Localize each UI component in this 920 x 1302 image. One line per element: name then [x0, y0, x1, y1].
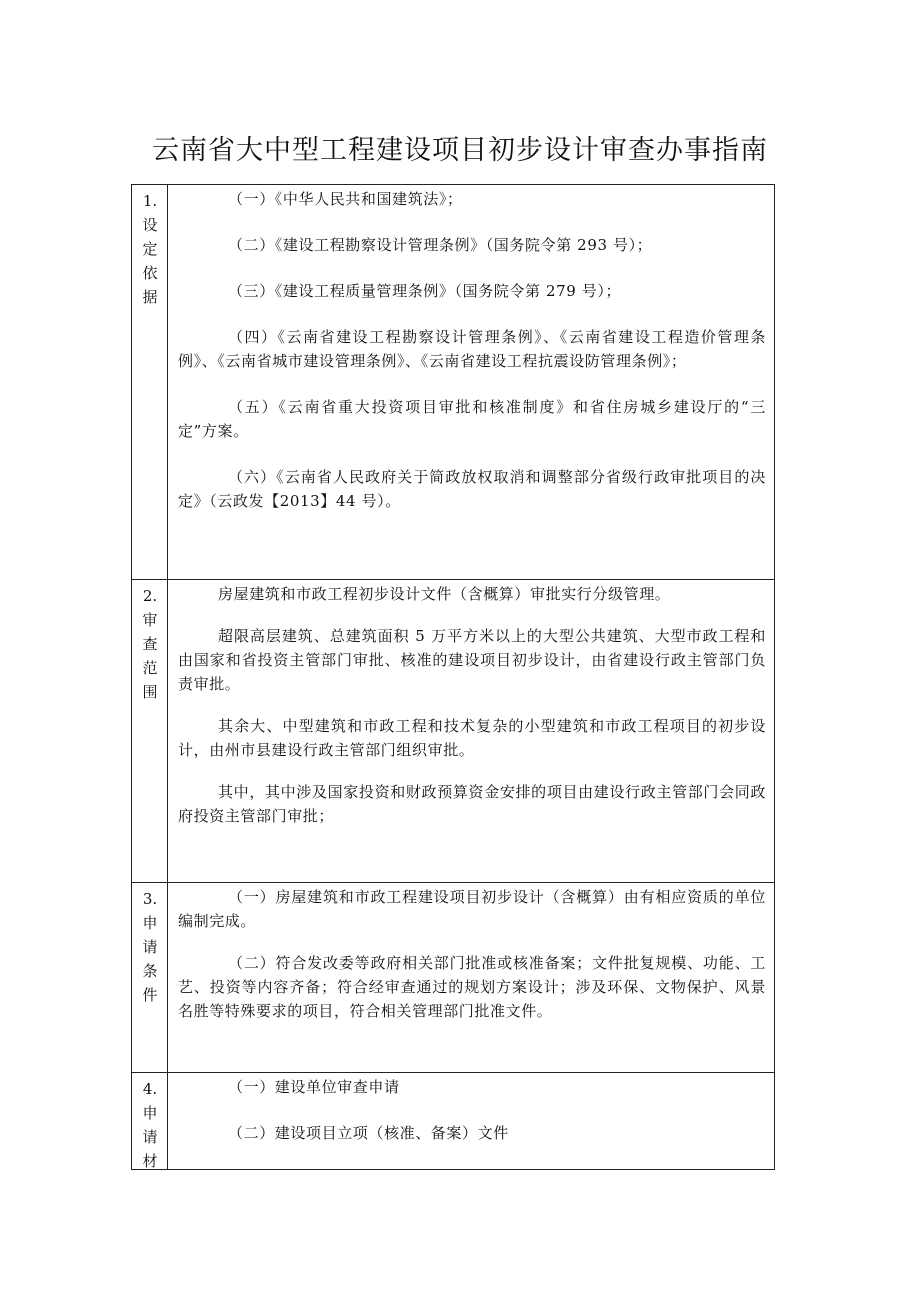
paragraph: （五）《云南省重大投资项目审批和核准制度》和省住房城乡建设厅的“三定”方案。: [178, 398, 766, 440]
row-review-scope: [132, 580, 774, 883]
paragraph: （二）《建设工程勘察设计管理条例》（国务院令第 293 号）；: [228, 236, 653, 254]
paragraph: 房屋建筑和市政工程初步设计文件（含概算）审批实行分级管理。: [218, 585, 671, 603]
paragraph: （四）《云南省建设工程勘察设计管理条例》、《云南省建设工程造价管理条例》、《云南省城市建设管理条例》、《云南省建设工程抗震设防管理条例》；: [178, 328, 766, 370]
paragraph: （三）《建设工程质量管理条例》（国务院令第 279 号）；: [228, 282, 622, 300]
row-content: [168, 1073, 774, 1169]
row-application-conditions: [132, 883, 774, 1073]
row-label: 2.审查范围: [142, 587, 158, 701]
paragraph: （二）符合发改委等政府相关部门批准或核准备案；文件批复规模、功能、工艺、投资等内容齐备；符合经审查通过的规划方案设计；涉及环保、文物保护、风景名胜等特殊要求的项目，符合相关管理部门批准文件。: [178, 954, 766, 1020]
row-application-materials: [132, 1073, 774, 1169]
row-label-cell: [132, 1073, 168, 1169]
paragraph: 其余大、中型建筑和市政工程和技术复杂的小型建筑和市政工程项目的初步设计，由州市县建设行政主管部门组织审批。: [178, 717, 766, 759]
row-label: 4.申请材: [142, 1080, 158, 1170]
row-content: [168, 580, 774, 882]
row-label: 3.申请条件: [142, 890, 158, 1004]
row-label-cell: [132, 580, 168, 882]
row-legal-basis: [132, 185, 774, 580]
paragraph: （六）《云南省人民政府关于简政放权取消和调整部分省级行政审批项目的决定》（云政发【2013】44 号）。: [178, 468, 766, 510]
row-label: 1.设定依据: [142, 192, 158, 306]
paragraph: （二）建设项目立项（核准、备案）文件: [228, 1124, 509, 1142]
paragraph: （一）《中华人民共和国建筑法》；: [228, 190, 463, 208]
row-label-cell: [132, 883, 168, 1072]
paragraph: 超限高层建筑、总建筑面积 5 万平方米以上的大型公共建筑、大型市政工程和由国家和省投资主管部门审批、核准的建设项目初步设计，由省建设行政主管部门负责审批。: [178, 627, 766, 693]
paragraph: （一）建设单位审查申请: [228, 1078, 400, 1096]
paragraph: 其中，其中涉及国家投资和财政预算资金安排的项目由建设行政主管部门会同政府投资主管部门审批；: [178, 783, 766, 825]
row-label-cell: [132, 185, 168, 579]
page-title: 云南省大中型工程建设项目初步设计审查办事指南: [152, 135, 768, 166]
paragraph: （一）房屋建筑和市政工程建设项目初步设计（含概算）由有相应资质的单位编制完成。: [178, 888, 766, 930]
row-content: [168, 185, 774, 579]
guide-table: [131, 184, 775, 1170]
row-content: [168, 883, 774, 1072]
